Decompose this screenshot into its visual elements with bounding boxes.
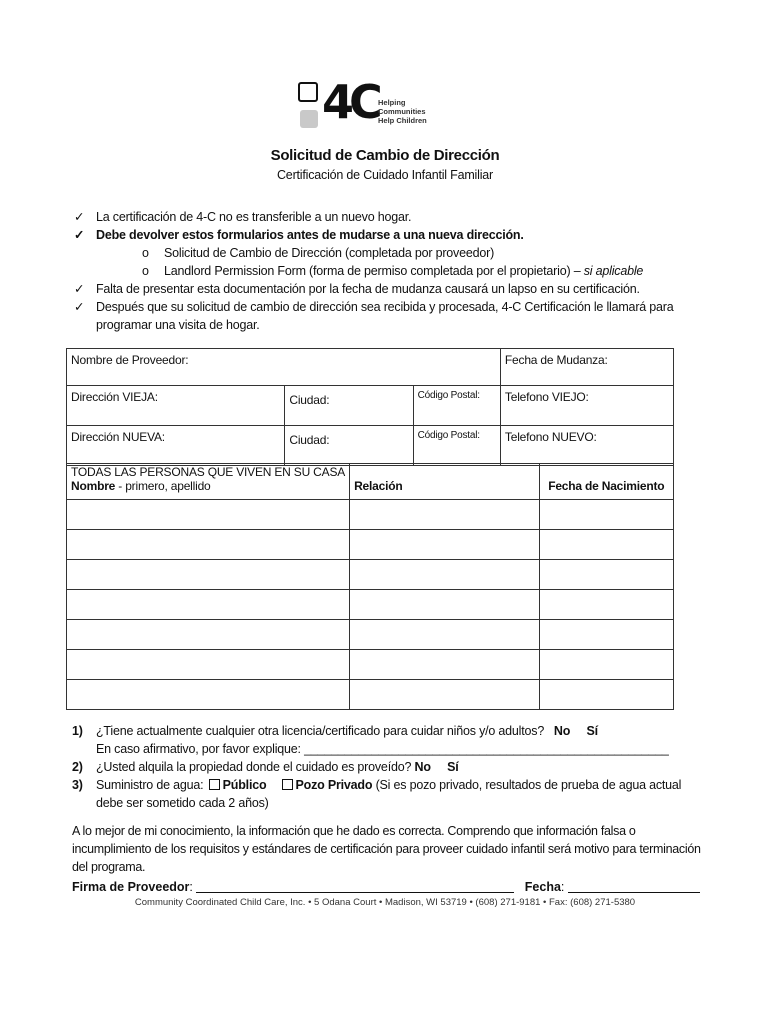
q1-explain-field[interactable]: En caso afirmativo, por favor explique: ______________________________________________________	[96, 742, 669, 756]
certification-statement: A lo mejor de mi conocimiento, la información que he dado es correcta. Comprendo que información falsa o incumplimiento de los requisitos y estándares de certificación para proveer cuidado infantil será motivo para terminación del programa.	[72, 824, 701, 874]
q1-no-option[interactable]: No	[553, 724, 571, 738]
q1-si-option[interactable]: Sí	[586, 724, 598, 738]
question-1: 1) ¿Tiene actualmente cualquier otra licencia/certificado para cuidar niños y/o adultos? No Sí En caso afirmativo, por favor explique: ______________________________________________________	[72, 722, 702, 758]
footer-contact: Community Coordinated Child Care, Inc. • 5 Odana Court • Madison, WI 53719 • (608) 271-9181 • Fax: (608) 271-5380	[134, 897, 636, 908]
q2-no-option[interactable]: No	[414, 760, 431, 774]
new-address-field[interactable]: Dirección NUEVA:	[67, 426, 285, 466]
logo-mark: 4C	[322, 75, 378, 129]
question-2: 2) ¿Usted alquila la propiedad donde el cuidado es proveído? No Sí	[72, 760, 459, 774]
household-name-header: TODAS LAS PERSONAS QUE VIVEN EN SU CASA Nombre - primero, apellido	[67, 464, 350, 500]
publico-checkbox[interactable]	[209, 779, 220, 790]
q2-si-option[interactable]: Sí	[447, 760, 459, 774]
circle-bullet-icon: o	[142, 264, 149, 278]
new-phone-field[interactable]: Telefono NUEVO:	[500, 426, 673, 466]
signature-line[interactable]	[196, 880, 514, 893]
table-row	[67, 620, 674, 650]
pozo-privado-checkbox[interactable]	[282, 779, 293, 790]
provider-name-field[interactable]: Nombre de Proveedor:	[67, 349, 501, 386]
new-zip-field[interactable]: Código Postal:	[413, 426, 500, 466]
table-row	[67, 680, 674, 710]
logo-tagline: Helping Communities Help Children	[378, 98, 427, 125]
instruction-item: ✓ Después que su solicitud de cambio de dirección sea recibida y procesada, 4-C Certificación le llamará para programar una visita de hogar.	[74, 300, 674, 332]
checkmark-icon: ✓	[74, 228, 85, 242]
household-relation-header: Relación	[350, 464, 540, 500]
new-city-field[interactable]: Ciudad:	[285, 426, 413, 466]
table-row	[67, 500, 674, 530]
checkmark-icon: ✓	[74, 300, 85, 314]
questions-section	[72, 722, 702, 812]
table-row	[67, 560, 674, 590]
signature-label: Firma de Proveedor	[72, 880, 190, 894]
table-row	[67, 650, 674, 680]
circle-bullet-icon: o	[142, 246, 149, 260]
old-address-field[interactable]: Dirección VIEJA:	[67, 386, 285, 426]
old-city-field[interactable]: Ciudad:	[285, 386, 413, 426]
instruction-item: ✓ La certificación de 4-C no es transferible a un nuevo hogar.	[74, 210, 412, 224]
instruction-subitem: o Solicitud de Cambio de Dirección (completada por proveedor)	[142, 246, 495, 260]
household-birthdate-header: Fecha de Nacimiento	[539, 464, 673, 500]
instruction-item: ✓ Falta de presentar esta documentación por la fecha de mudanza causará un lapso en su certificación.	[74, 282, 640, 296]
logo-gray-square-icon	[300, 110, 318, 128]
instruction-subitem: o Landlord Permission Form (forma de permiso completada por el propietario) – si aplicable	[142, 264, 644, 278]
checkmark-icon: ✓	[74, 282, 85, 296]
checkmark-icon: ✓	[74, 210, 85, 224]
date-line[interactable]	[568, 880, 700, 893]
logo-outline-square-icon	[298, 82, 318, 102]
household-heading: TODAS LAS PERSONAS QUE VIVEN EN SU CASA	[71, 465, 346, 479]
form-subtitle: Certificación de Cuidado Infantil Familiar	[276, 168, 493, 182]
4c-logo	[298, 75, 458, 134]
old-zip-field[interactable]: Código Postal:	[413, 386, 500, 426]
instruction-item: ✓ Debe devolver estos formularios antes de mudarse a una nueva dirección.	[74, 228, 524, 242]
table-row	[67, 530, 674, 560]
question-3: 3) Suministro de agua: Público Pozo Privado (Si es pozo privado, resultados de prueba de agua actual debe ser sometido cada 2 años)	[72, 778, 682, 810]
provider-address-table	[66, 348, 674, 466]
form-title: Solicitud de Cambio de Dirección	[270, 147, 500, 164]
old-phone-field[interactable]: Telefono VIEJO:	[500, 386, 673, 426]
instructions-list	[74, 208, 704, 334]
signature-row: Firma de Proveedor: Fecha:	[72, 880, 712, 894]
table-row	[67, 590, 674, 620]
household-table	[66, 463, 674, 710]
date-label: Fecha	[524, 880, 561, 894]
move-date-field[interactable]: Fecha de Mudanza:	[500, 349, 673, 386]
